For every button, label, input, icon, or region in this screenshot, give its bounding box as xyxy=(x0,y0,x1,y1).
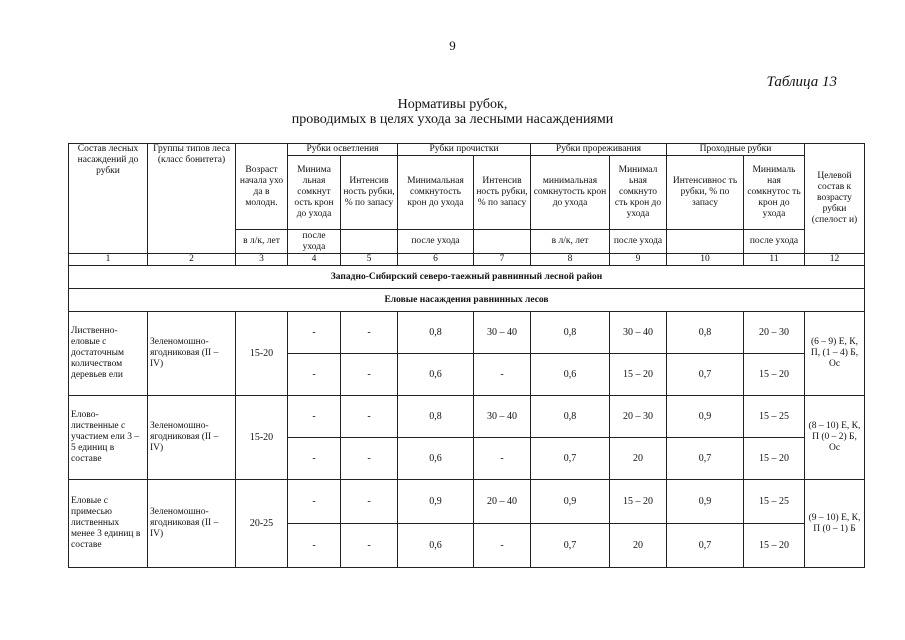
table-cell: 15 – 20 xyxy=(744,354,805,396)
group-composition: Елово-лиственные с участием ели 3 – 5 единиц в составе xyxy=(69,396,148,480)
table-cell: - xyxy=(474,524,531,568)
table-cell: - xyxy=(288,438,341,480)
header-intensity-2: Интенсив ность рубки, % по запасу xyxy=(474,156,531,230)
table-cell: - xyxy=(341,396,398,438)
table-cell: 0,7 xyxy=(531,524,610,568)
header-composition: Состав лесных насаждений до рубки xyxy=(69,144,148,254)
table-cell: - xyxy=(341,438,398,480)
unit-age: в л/к, лет xyxy=(236,230,288,254)
col-number: 4 xyxy=(288,254,341,266)
table-cell: 0,9 xyxy=(667,480,744,524)
table-cell: 0,8 xyxy=(667,312,744,354)
table-cell: 0,9 xyxy=(398,480,474,524)
table-cell: 0,7 xyxy=(667,354,744,396)
unit-after-4: после ухода xyxy=(744,230,805,254)
header-intensity-3: Интенсивнос ть рубки, % по запасу xyxy=(667,156,744,230)
group-composition: Еловые с примесью лиственных менее 3 единиц в составе xyxy=(69,480,148,568)
region-heading: Западно-Сибирский северо-таежный равнинный лесной район xyxy=(69,266,865,289)
table-cell: 20 – 30 xyxy=(610,396,667,438)
table-cell: 15 – 20 xyxy=(610,354,667,396)
unit-age-2: в л/к, лет xyxy=(531,230,610,254)
group-target: (8 – 10) Е, К, П (0 – 2) Б, Ос xyxy=(805,396,865,480)
col-number: 5 xyxy=(341,254,398,266)
group-age: 20-25 xyxy=(236,480,288,568)
table-cell: 0,8 xyxy=(531,396,610,438)
col-number: 8 xyxy=(531,254,610,266)
table-cell: 0,8 xyxy=(398,396,474,438)
col-number: 1 xyxy=(69,254,148,266)
col-number: 3 xyxy=(236,254,288,266)
norms-table xyxy=(68,143,865,568)
table-cell: 15 – 20 xyxy=(610,480,667,524)
table-cell: - xyxy=(474,438,531,480)
table-cell: - xyxy=(288,312,341,354)
unit-after-1: после ухода xyxy=(288,230,341,254)
table-cell: 20 – 30 xyxy=(744,312,805,354)
header-min-closure-thinning: минимальная сомкнутость крон до ухода xyxy=(531,156,610,230)
header-min-closure-3: Минималь ная сомкнутос ть крон до ухода xyxy=(744,156,805,230)
table-cell: 0,8 xyxy=(531,312,610,354)
col-number: 2 xyxy=(148,254,236,266)
unit-after-3: после ухода xyxy=(610,230,667,254)
table-cell: 15 – 25 xyxy=(744,396,805,438)
table-cell: 0,9 xyxy=(667,396,744,438)
page-number: 9 xyxy=(449,38,456,53)
group-age: 15-20 xyxy=(236,312,288,396)
group-composition: Лиственно-еловые с достаточным количеством деревьев ели xyxy=(69,312,148,396)
table-cell: 0,8 xyxy=(398,312,474,354)
header-min-closure-after: Минима льная сомкнут ость крон до ухода xyxy=(288,156,341,230)
table-cell: 0,7 xyxy=(531,438,610,480)
col-number: 6 xyxy=(398,254,474,266)
header-group-cleaning: Рубки прочистки xyxy=(398,144,531,156)
group-age: 15-20 xyxy=(236,396,288,480)
group-target: (9 – 10) Е, К, П (0 – 1) Б xyxy=(805,480,865,568)
table-cell: 30 – 40 xyxy=(474,312,531,354)
table-cell: - xyxy=(288,396,341,438)
table-cell: - xyxy=(288,480,341,524)
table-cell: - xyxy=(341,354,398,396)
table-cell: 15 – 25 xyxy=(744,480,805,524)
table-cell: - xyxy=(341,480,398,524)
group-forest-type: Зеленомошно-ягодниковая (II – IV) xyxy=(148,312,236,396)
header-forest-types: Группы типов леса (класс бонитета) xyxy=(148,144,236,254)
table-title-line2: проводимых в целях ухода за лесными насаждениями xyxy=(291,112,614,127)
col-number: 12 xyxy=(805,254,865,266)
group-forest-type: Зеленомошно-ягодниковая (II – IV) xyxy=(148,480,236,568)
col-number: 9 xyxy=(610,254,667,266)
subregion-heading: Еловые насаждения равнинных лесов xyxy=(69,289,865,312)
table-cell: - xyxy=(341,524,398,568)
unit-empty-2 xyxy=(474,230,531,254)
header-group-passage: Проходные рубки xyxy=(667,144,805,156)
header-min-closure-before: Минимальная сомкнутость крон до ухода xyxy=(398,156,474,230)
table-cell: 15 – 20 xyxy=(744,524,805,568)
header-group-thinning: Рубки прореживания xyxy=(531,144,667,156)
table-cell: 15 – 20 xyxy=(744,438,805,480)
table-label: Таблица 13 xyxy=(766,74,837,90)
table-cell: 20 xyxy=(610,438,667,480)
col-number: 10 xyxy=(667,254,744,266)
table-cell: 0,7 xyxy=(667,524,744,568)
table-cell: 20 xyxy=(610,524,667,568)
table-cell: - xyxy=(474,354,531,396)
table-cell: - xyxy=(288,354,341,396)
table-cell: 0,7 xyxy=(667,438,744,480)
header-min-closure-2: Минимал ьная сомкнуто сть крон до ухода xyxy=(610,156,667,230)
table-cell: 30 – 40 xyxy=(610,312,667,354)
header-target: Целевой состав к возрасту рубки (спелост и) xyxy=(805,144,865,254)
header-intensity-1: Интенсив ность рубки, % по запасу xyxy=(341,156,398,230)
table-cell: - xyxy=(288,524,341,568)
col-number: 11 xyxy=(744,254,805,266)
table-cell: 0,6 xyxy=(398,354,474,396)
table-cell: 0,6 xyxy=(398,524,474,568)
table-cell: - xyxy=(341,312,398,354)
table-cell: 20 – 40 xyxy=(474,480,531,524)
unit-empty-3 xyxy=(667,230,744,254)
col-number: 7 xyxy=(474,254,531,266)
header-age-start: Возраст начала ухо да в молодн. xyxy=(236,144,288,230)
header-group-lightening: Рубки осветления xyxy=(288,144,398,156)
table-title-line1: Нормативы рубок, xyxy=(397,97,508,112)
group-target: (6 – 9) Е, К, П, (1 – 4) Б, Ос xyxy=(805,312,865,396)
table-cell: 30 – 40 xyxy=(474,396,531,438)
unit-empty-1 xyxy=(341,230,398,254)
table-cell: 0,6 xyxy=(531,354,610,396)
table-cell: 0,6 xyxy=(398,438,474,480)
group-forest-type: Зеленомошно-ягодниковая (II – IV) xyxy=(148,396,236,480)
table-cell: 0,9 xyxy=(531,480,610,524)
unit-after-2: после ухода xyxy=(398,230,474,254)
